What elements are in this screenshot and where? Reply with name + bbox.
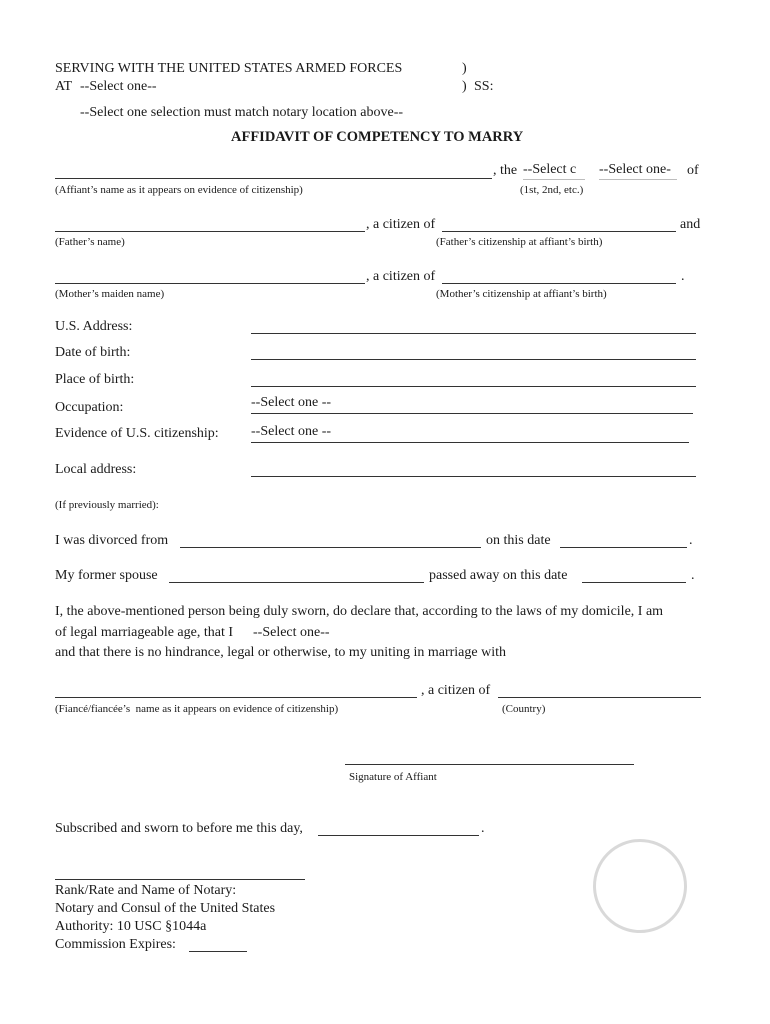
dob-label: Date of birth:: [55, 345, 131, 360]
death-period: .: [691, 568, 695, 583]
commission-expires-label: Commission Expires:: [55, 937, 176, 952]
mother-name-field[interactable]: [55, 283, 365, 284]
notary-rank-label: Rank/Rate and Name of Notary:: [55, 883, 237, 898]
subscribed-date-field[interactable]: [318, 835, 479, 836]
us-address-field[interactable]: [251, 333, 696, 334]
father-citizenship-caption: (Father’s citizenship at affiant’s birth): [436, 236, 603, 248]
us-address-label: U.S. Address:: [55, 319, 133, 334]
mother-period: .: [681, 269, 685, 284]
occupation-field-line: [251, 413, 693, 414]
father-name-field[interactable]: [55, 231, 365, 232]
father-citizenship-field[interactable]: [442, 231, 676, 232]
occupation-label: Occupation:: [55, 400, 124, 415]
notary-authority-label: Authority: 10 USC §1044a: [55, 919, 207, 934]
form-title: AFFIDAVIT OF COMPETENCY TO MARRY: [231, 129, 524, 145]
status-select[interactable]: --Select one--: [253, 625, 330, 640]
subscribed-period: .: [481, 821, 485, 836]
evidence-select[interactable]: --Select one --: [251, 424, 332, 439]
ordinal-select-2[interactable]: --Select one-: [599, 163, 677, 180]
affiant-name-field[interactable]: [55, 178, 492, 179]
fiance-citizen-label: , a citizen of: [421, 683, 491, 698]
divorced-from-label: I was divorced from: [55, 533, 169, 548]
passed-away-label: passed away on this date: [429, 568, 568, 583]
notary-seal: [593, 839, 687, 933]
evidence-label: Evidence of U.S. citizenship:: [55, 426, 219, 441]
fiance-country-caption: (Country): [502, 703, 546, 715]
divorce-period: .: [689, 533, 693, 548]
commission-expires-field[interactable]: [189, 951, 247, 952]
signature-caption: Signature of Affiant: [349, 771, 437, 783]
local-address-field[interactable]: [251, 476, 696, 477]
death-date-field[interactable]: [582, 582, 686, 583]
fiance-name-field[interactable]: [55, 697, 417, 698]
former-spouse-field[interactable]: [169, 582, 424, 583]
previously-married-note: (If previously married):: [55, 499, 159, 511]
occupation-select[interactable]: --Select one --: [251, 395, 332, 410]
mother-citizenship-caption: (Mother’s citizenship at affiant’s birth): [436, 288, 607, 300]
affiant-name-caption: (Affiant’s name as it appears on evidence of citizenship): [55, 184, 303, 196]
mother-citizen-label: , a citizen of: [366, 269, 436, 284]
divorce-date-label: on this date: [486, 533, 551, 548]
declaration-line-1: I, the above-mentioned person being duly sworn, do declare that, according to the laws of my domicile, I am: [55, 604, 664, 619]
declaration-line-2: of legal marriageable age, that I: [55, 625, 234, 640]
location-select[interactable]: --Select one--: [80, 79, 157, 94]
ordinal-caption: (1st, 2nd, etc.): [520, 184, 584, 196]
divorced-from-field[interactable]: [180, 547, 481, 548]
location-note: --Select one selection must match notary location above--: [80, 105, 404, 120]
of-label: of: [687, 163, 699, 178]
evidence-field-line: [251, 442, 689, 443]
divorce-date-field[interactable]: [560, 547, 687, 548]
bracket-1: ): [462, 61, 467, 76]
father-citizen-label: , a citizen of: [366, 217, 436, 232]
former-spouse-label: My former spouse: [55, 568, 158, 583]
fiance-country-field[interactable]: [498, 697, 701, 698]
mother-citizenship-field[interactable]: [442, 283, 676, 284]
at-label: AT: [55, 79, 73, 94]
pob-field[interactable]: [251, 386, 696, 387]
mother-name-caption: (Mother’s maiden name): [55, 288, 165, 300]
ordinal-select[interactable]: --Select c: [523, 163, 585, 180]
notary-signature-field[interactable]: [55, 879, 305, 880]
local-address-label: Local address:: [55, 462, 137, 477]
dob-field[interactable]: [251, 359, 696, 360]
ss-label: SS:: [474, 79, 494, 94]
declaration-line-3: and that there is no hindrance, legal or otherwise, to my uniting in marriage with: [55, 645, 506, 660]
subscribed-label: Subscribed and sworn to before me this day,: [55, 821, 303, 836]
fiance-name-caption: (Fiancé/fiancée’s name as it appears on evidence of citizenship): [55, 703, 339, 715]
pob-label: Place of birth:: [55, 372, 135, 387]
bracket-2: ): [462, 79, 467, 94]
serving-heading: SERVING WITH THE UNITED STATES ARMED FORCES: [55, 61, 403, 76]
and-label: and: [680, 217, 701, 232]
the-label: , the: [493, 163, 518, 178]
signature-field[interactable]: [345, 764, 634, 765]
father-name-caption: (Father’s name): [55, 236, 125, 248]
notary-consul-label: Notary and Consul of the United States: [55, 901, 276, 916]
